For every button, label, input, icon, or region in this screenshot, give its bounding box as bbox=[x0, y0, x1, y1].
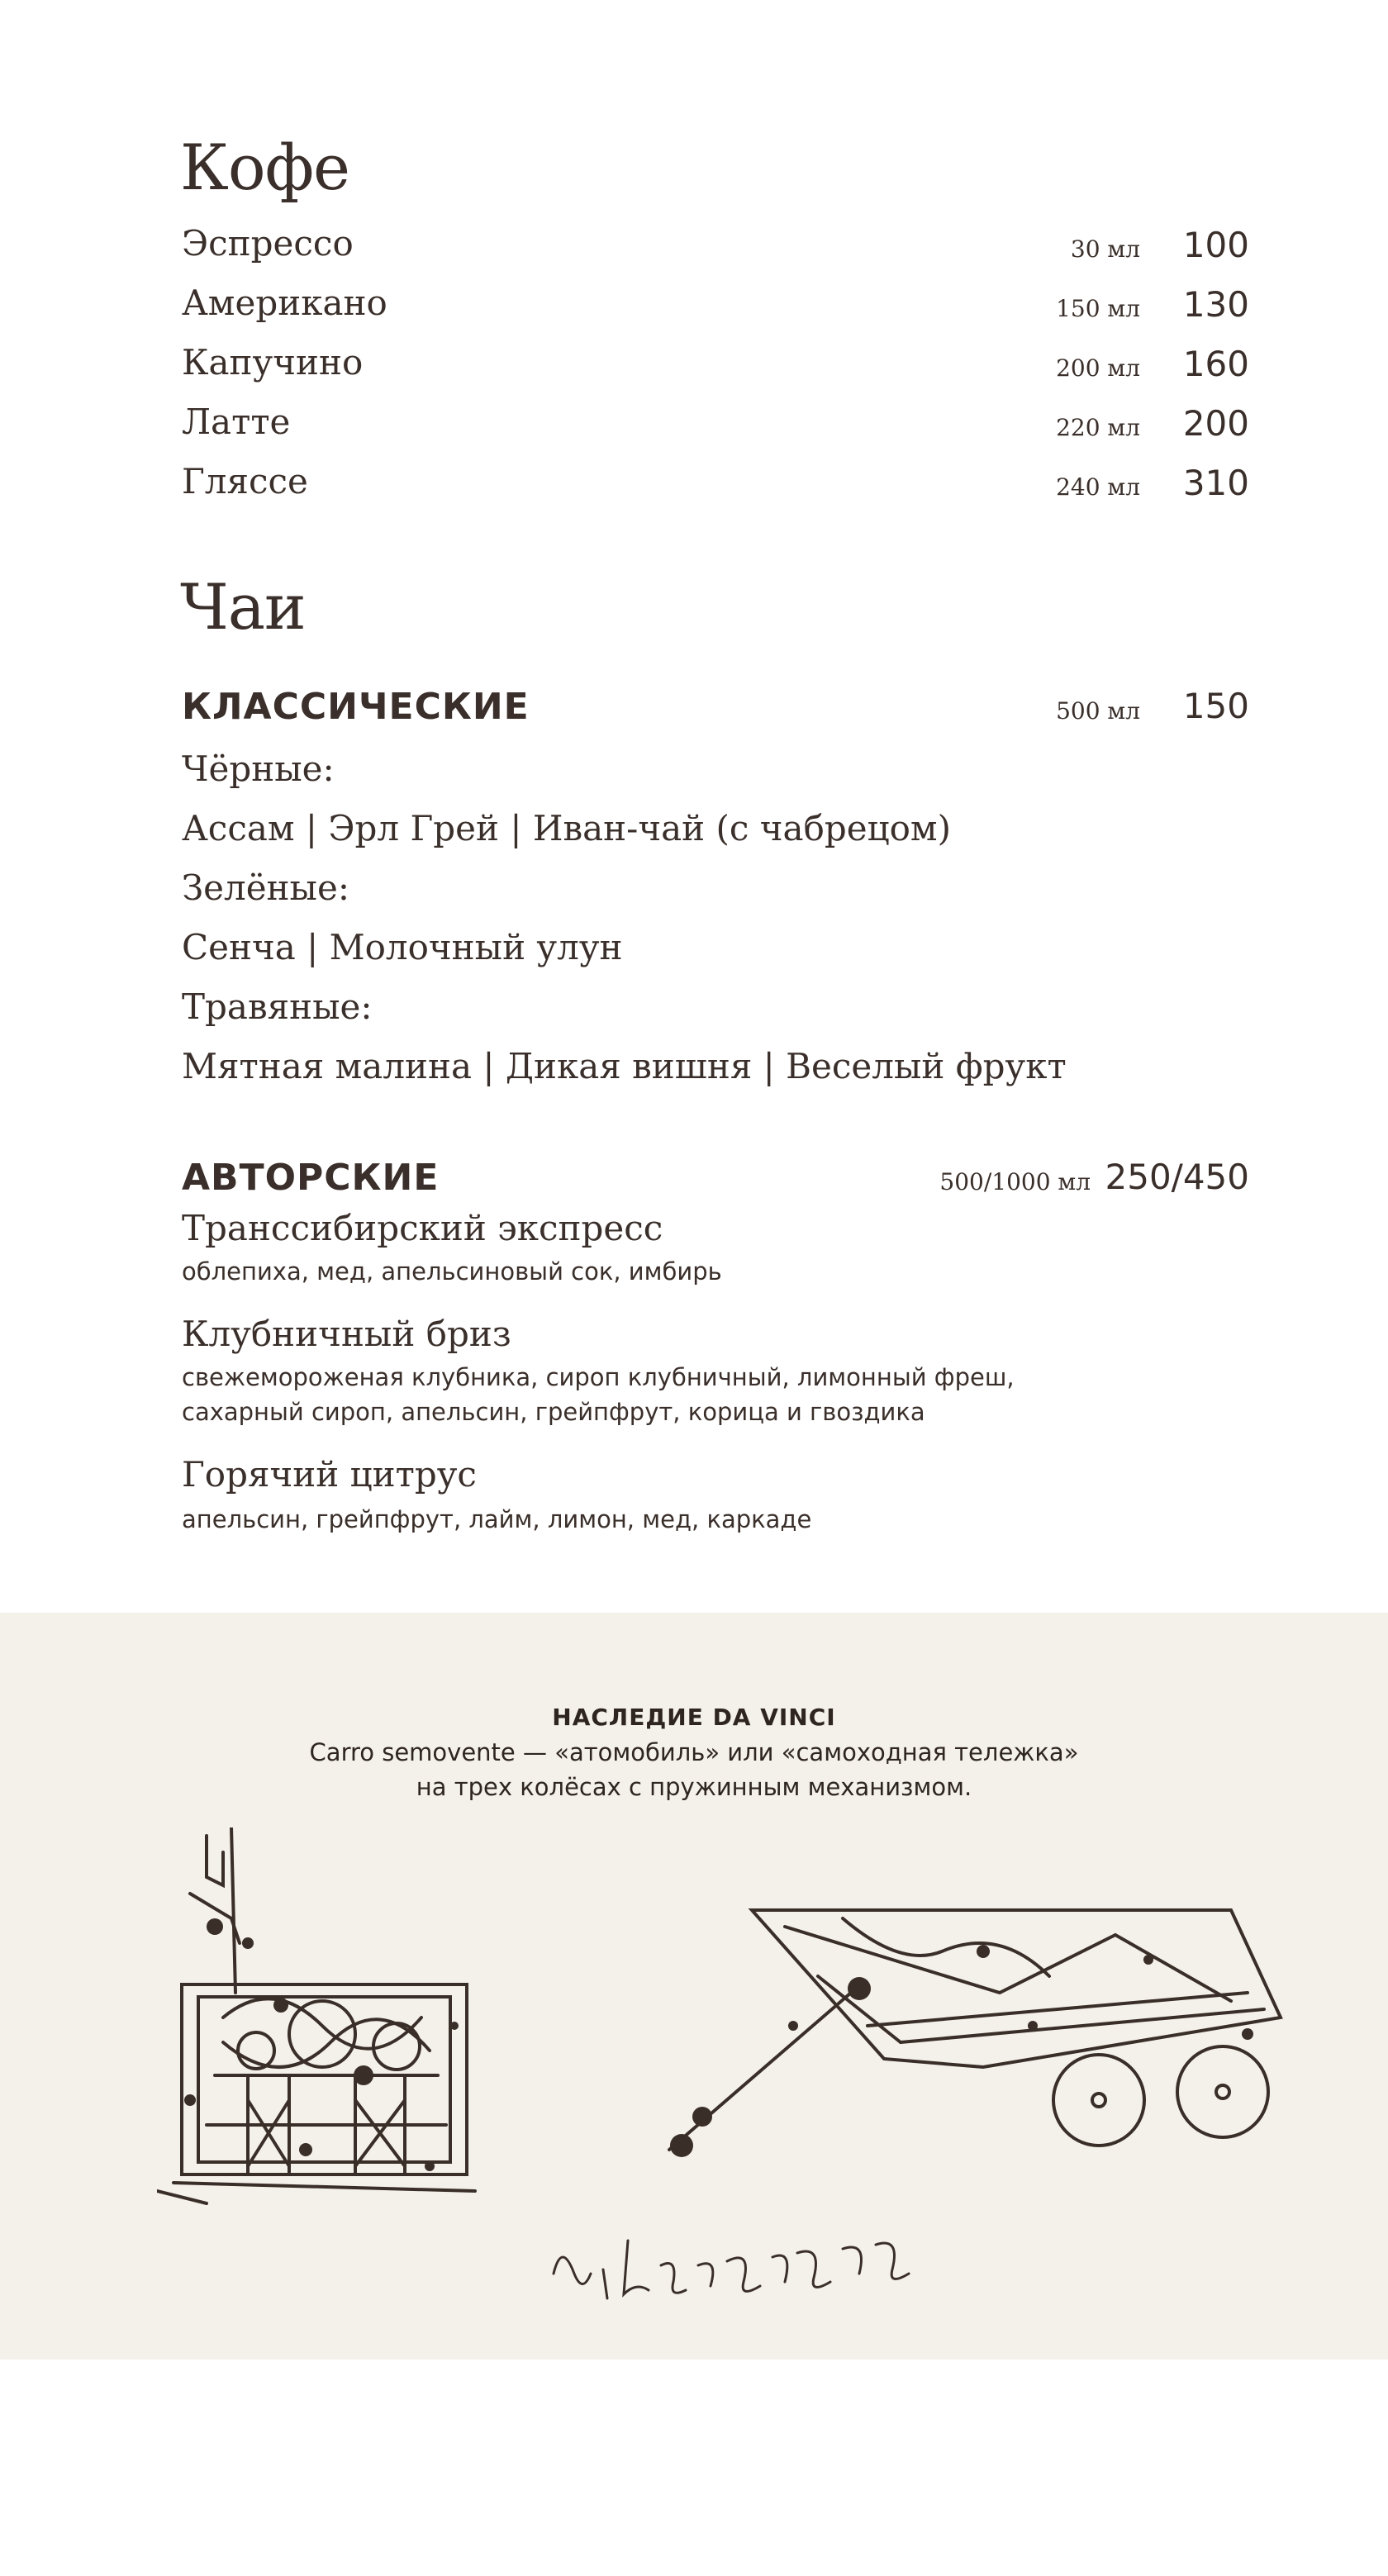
tea-group-label: Травяные: bbox=[182, 986, 373, 1027]
spring-mechanism-sketch bbox=[157, 1827, 520, 2216]
legacy-line-1: Carro semovente — «атомобиль» или «самоходная тележка» bbox=[309, 1738, 1079, 1766]
coffee-item-name: Латте bbox=[182, 402, 291, 442]
coffee-item-price: 100 bbox=[1182, 225, 1249, 265]
tea-varieties: Ассам | Эрл Грей | Иван-чай (с чабрецом) bbox=[182, 808, 951, 848]
coffee-item-name: Гляссе bbox=[182, 461, 308, 501]
author-volume: 500/1000 мл bbox=[939, 1168, 1091, 1195]
coffee-item-name: Американо bbox=[182, 283, 387, 323]
tea-varieties: Мятная малина | Дикая вишня | Веселый фрукт bbox=[182, 1046, 1067, 1086]
author-tea-desc: апельсин, грейпфрут, лайм, лимон, мед, каркаде bbox=[182, 1505, 812, 1533]
legacy-title: НАСЛЕДИЕ DA VINCI bbox=[552, 1704, 836, 1731]
coffee-title: Кофе bbox=[180, 131, 350, 204]
coffee-item-volume: 30 мл bbox=[1070, 235, 1140, 263]
author-tea-desc: сахарный сироп, апельсин, грейпфрут, корица и гвоздика bbox=[182, 1398, 925, 1426]
tea-group-label: Чёрные: bbox=[182, 749, 335, 789]
coffee-item-name: Капучино bbox=[182, 342, 364, 383]
coffee-item-volume: 240 мл bbox=[1056, 473, 1140, 501]
coffee-item-price: 310 bbox=[1182, 463, 1249, 503]
author-tea-name: Клубничный бриз bbox=[182, 1314, 511, 1354]
cart-sketch bbox=[653, 1902, 1305, 2183]
author-tea-name: Транссибирский экспресс bbox=[182, 1208, 663, 1248]
coffee-item-price: 130 bbox=[1182, 284, 1249, 325]
legacy-line-2: на трех колёсах с пружинным механизмом. bbox=[416, 1773, 972, 1801]
tea-varieties: Сенча | Молочный улун bbox=[182, 927, 623, 967]
classic-heading: КЛАССИЧЕСКИЕ bbox=[182, 686, 530, 728]
signature-sketch bbox=[545, 2224, 917, 2315]
classic-volume: 500 мл bbox=[1056, 697, 1140, 725]
legacy-band bbox=[0, 1613, 1388, 2360]
classic-price: 150 bbox=[1182, 686, 1249, 726]
coffee-item-volume: 200 мл bbox=[1056, 354, 1140, 382]
author-price: 250/450 bbox=[1105, 1157, 1249, 1197]
author-tea-desc: облепиха, мед, апельсиновый сок, имбирь bbox=[182, 1257, 722, 1286]
tea-title: Чаи bbox=[180, 570, 306, 644]
tea-group-label: Зелёные: bbox=[182, 867, 349, 908]
coffee-item-price: 200 bbox=[1182, 403, 1249, 444]
author-tea-name: Горячий цитрус bbox=[182, 1454, 477, 1495]
coffee-item-price: 160 bbox=[1182, 344, 1249, 384]
author-tea-desc: свежемороженая клубника, сироп клубничный, лимонный фреш, bbox=[182, 1363, 1015, 1391]
coffee-item-volume: 150 мл bbox=[1056, 295, 1140, 322]
coffee-item-name: Эспрессо bbox=[182, 223, 354, 264]
coffee-item-volume: 220 мл bbox=[1056, 414, 1140, 441]
author-heading: АВТОРСКИЕ bbox=[182, 1157, 440, 1199]
